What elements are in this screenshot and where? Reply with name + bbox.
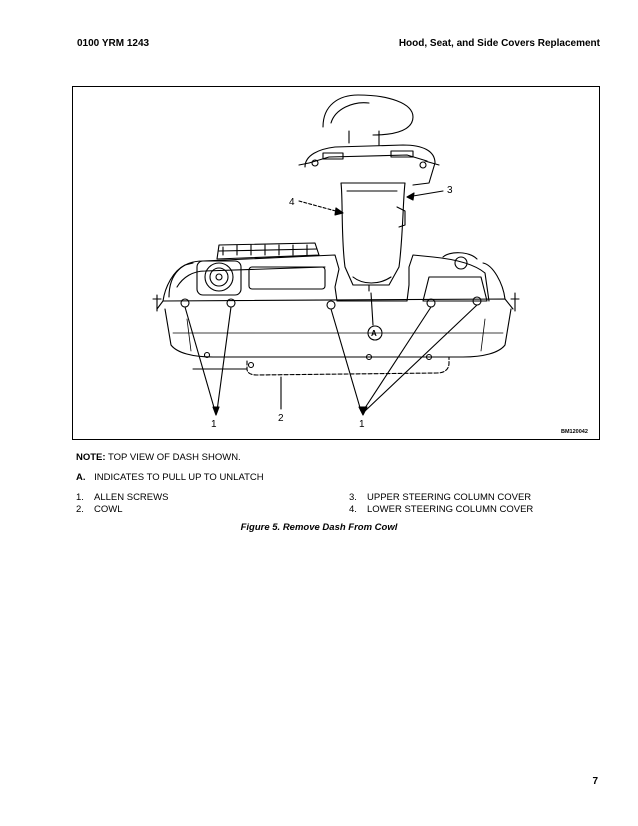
legend-item-number: 4. [349,504,357,515]
legend-item-text: LOWER STEERING COLUMN COVER [367,504,534,515]
legend-a-text: INDICATES TO PULL UP TO UNLATCH [94,472,264,483]
legend-item-text: UPPER STEERING COLUMN COVER [367,492,532,503]
callout-3: 3 [447,185,453,196]
figure-frame [72,86,600,440]
callout-1-right: 1 [359,419,365,430]
legend-item [349,492,532,503]
note-text: TOP VIEW OF DASH SHOWN. [108,452,241,463]
callout-2: 2 [278,413,284,424]
legend-item-number: 2. [76,504,84,515]
legend-item [76,492,169,503]
callout-a: A [371,329,377,338]
note-line [76,452,241,463]
page-number: 7 [592,776,598,787]
figure-caption: Figure 5. Remove Dash From Cowl [240,522,398,533]
callout-1-left: 1 [211,419,217,430]
legend-a [76,472,264,483]
dash-illustration [73,87,601,441]
drawing-code: BM120042 [561,429,588,435]
legend-item-number: 1. [76,492,84,503]
callout-4: 4 [289,197,295,208]
legend-item-text: COWL [94,504,123,515]
legend-item-text: ALLEN SCREWS [94,492,169,503]
legend-item [76,504,123,515]
note-prefix: NOTE: [76,452,106,463]
legend-item [349,504,534,515]
section-title: Hood, Seat, and Side Covers Replacement [398,38,600,49]
legend-a-key: A. [76,472,86,483]
legend-item-number: 3. [349,492,357,503]
document-number: 0100 YRM 1243 [77,38,150,49]
